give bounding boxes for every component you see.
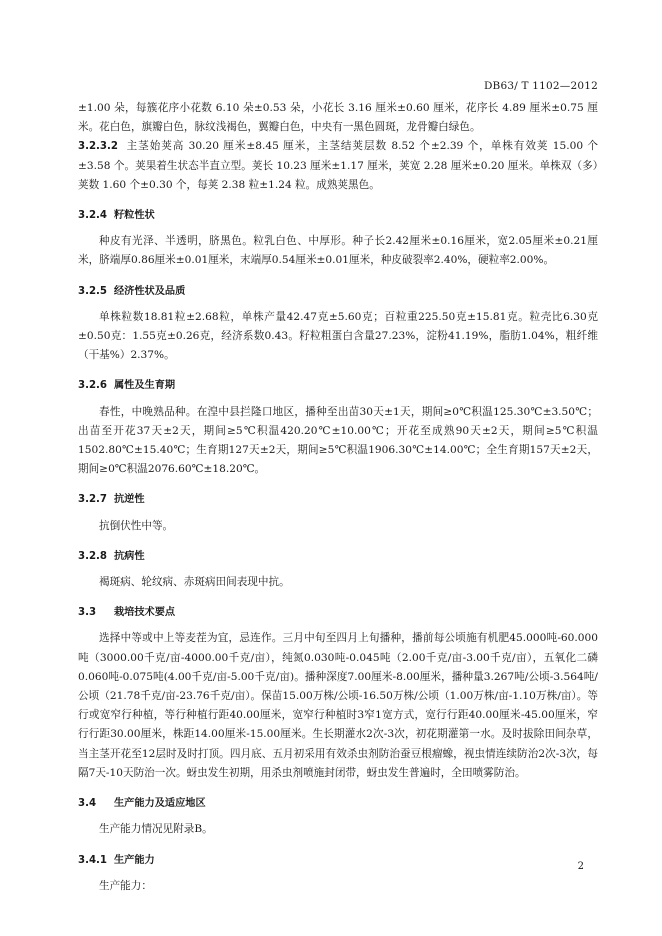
- paragraph-production-capacity: 生产能力：: [99, 879, 152, 892]
- heading-title: 生产能力: [114, 854, 155, 866]
- heading-number: 3.2.5: [78, 285, 108, 297]
- section-3-2-3-2: [78, 137, 598, 195]
- heading-3-2-5: [78, 282, 598, 301]
- heading-title: 籽粒性状: [114, 210, 155, 222]
- page-number: 2: [577, 861, 584, 872]
- document-code-header: DB63/ T 1102—2012: [483, 80, 598, 92]
- paragraph-cultivation: 选择中等或中上等麦茬为宜，忌连作。三月中旬至四月上旬播种，播前每公顷施有机肥45.000吨-60.000吨（3000.00千克/亩-4000.00千克/亩），纯氮0.030吨-0.045吨（2.00千克/亩-3.00千克/亩），五氧化二磷 0.060吨-0.075吨(4.00千克/亩-5.00千克/亩)。播种深度7.00厘米-8.00厘米，播种量3.267吨/公顷-3.564吨/公顷（21.78千克/亩-23.76千克/亩）。保苗15.00万株/公顷-16.50万株/公顷（1.00万株/亩-1.10万株/亩）。等行或宽窄行种植，等行种植行距40.00厘米，宽窄行种植时3窄1宽方式，宽行行距40.00厘米-45.00厘米，窄行行距30.00厘米，株距14.00厘米-15.00厘米。生长期灌水2次-3次，初花期灌第一水。及时拔除田间杂草，当主茎开花至12层时及时打顶。四月底、五月初采用有效杀虫剂防治蚕豆根瘤蟓，视虫情连续防治2次-3次，每隔7天-10天防治一次。蚜虫发生初期，用杀虫剂喷施封闭带，蚜虫发生普遍时，全田喷雾防治。: [78, 632, 598, 779]
- document-body: [78, 99, 598, 896]
- heading-3-2-7: [78, 490, 598, 509]
- section-text: 主茎始荚高 30.20 厘米±8.45 厘米，主茎结荚层数 8.52 个±2.39 个，单株有效荚 15.00 个±3.58 个。荚果着生状态半直立型。荚长 10.23 厘米±1.17 厘米，荚宽 2.28 厘米±0.20 厘米。单株双（多）荚数 1.60 个±0.30 个，每荚 2.38 粒±1.24 粒。成熟荚黑色。: [78, 140, 598, 191]
- heading-title: 属性及生育期: [114, 380, 176, 392]
- heading-3-3: [78, 603, 598, 622]
- heading-title: 抗病性: [114, 550, 145, 562]
- heading-title: 经济性状及品质: [114, 285, 186, 297]
- heading-title: 抗逆性: [114, 494, 145, 506]
- paragraph-production-capacity-ref: 生产能力情况见附录B。: [99, 823, 213, 836]
- heading-number: 3.2.6: [78, 380, 108, 392]
- heading-title: 栽培技术要点: [114, 607, 176, 619]
- heading-number: 3.2.4: [78, 210, 108, 222]
- heading-number: 3.4.1: [78, 854, 108, 866]
- paragraph-seed-traits: 种皮有光泽、半透明，脐黑色。粒乳白色、中厚形。种子长2.42厘米±0.16厘米，宽2.05厘米±0.21厘米，脐端厚0.86厘米±0.01厘米，末端厚0.54厘米±0.01厘米，种皮破裂率2.40%，硬粒率2.00%。: [78, 235, 598, 267]
- section-number: 3.2.3.2: [78, 141, 118, 153]
- paragraph-stress-resistance: 抗倒伏性中等。: [99, 519, 174, 532]
- paragraph-disease-resistance: 褐斑病、轮纹病、赤斑病田间表现中抗。: [99, 576, 290, 589]
- heading-3-2-8: [78, 547, 598, 566]
- heading-3-4: [78, 794, 598, 813]
- heading-number: 3.4: [78, 798, 97, 810]
- heading-number: 3.3: [78, 607, 97, 619]
- heading-number: 3.2.7: [78, 494, 108, 506]
- heading-3-2-6: [78, 376, 598, 395]
- heading-3-2-4: [78, 206, 598, 225]
- heading-title: 生产能力及适应地区: [114, 798, 206, 810]
- paragraph-economic-traits: 单株粒数18.81粒±2.68粒，单株产量42.47克±5.60克；百粒重225.50克±15.81克。粒壳比6.30克±0.50克：1.55克±0.26克，经济系数0.43。籽粒粗蛋白含量27.23%，淀粉41.19%，脂肪1.04%，粗纤维（干基%）2.37%。: [78, 310, 598, 362]
- paragraph-flower-traits: ±1.00 朵，每簇花序小花数 6.10 朵±0.53 朵，小花长 3.16 厘米±0.60 厘米，花序长 4.89 厘米±0.75 厘米。花白色，旗瓣白色，脉纹浅褐色，翼瓣白色，中央有一黑色圆斑，龙骨瓣白绿色。: [78, 102, 598, 134]
- paragraph-growth-period: 春性，中晚熟品种。在湟中县拦隆口地区，播种至出苗30天±1天，期间≥0℃积温125.30℃±3.50℃；出苗至开花37天±2天，期间≥5℃积温420.20℃±10.00℃；开花至成熟90天±2天，期间≥5℃积温1502.80℃±15.40℃；生育期127天±2天，期间≥5℃积温1906.30℃±14.00℃；全生育期157天±2天，期间≥0℃积温2076.60℃±18.20℃。: [78, 405, 598, 476]
- heading-number: 3.2.8: [78, 550, 108, 562]
- heading-3-4-1: [78, 851, 598, 870]
